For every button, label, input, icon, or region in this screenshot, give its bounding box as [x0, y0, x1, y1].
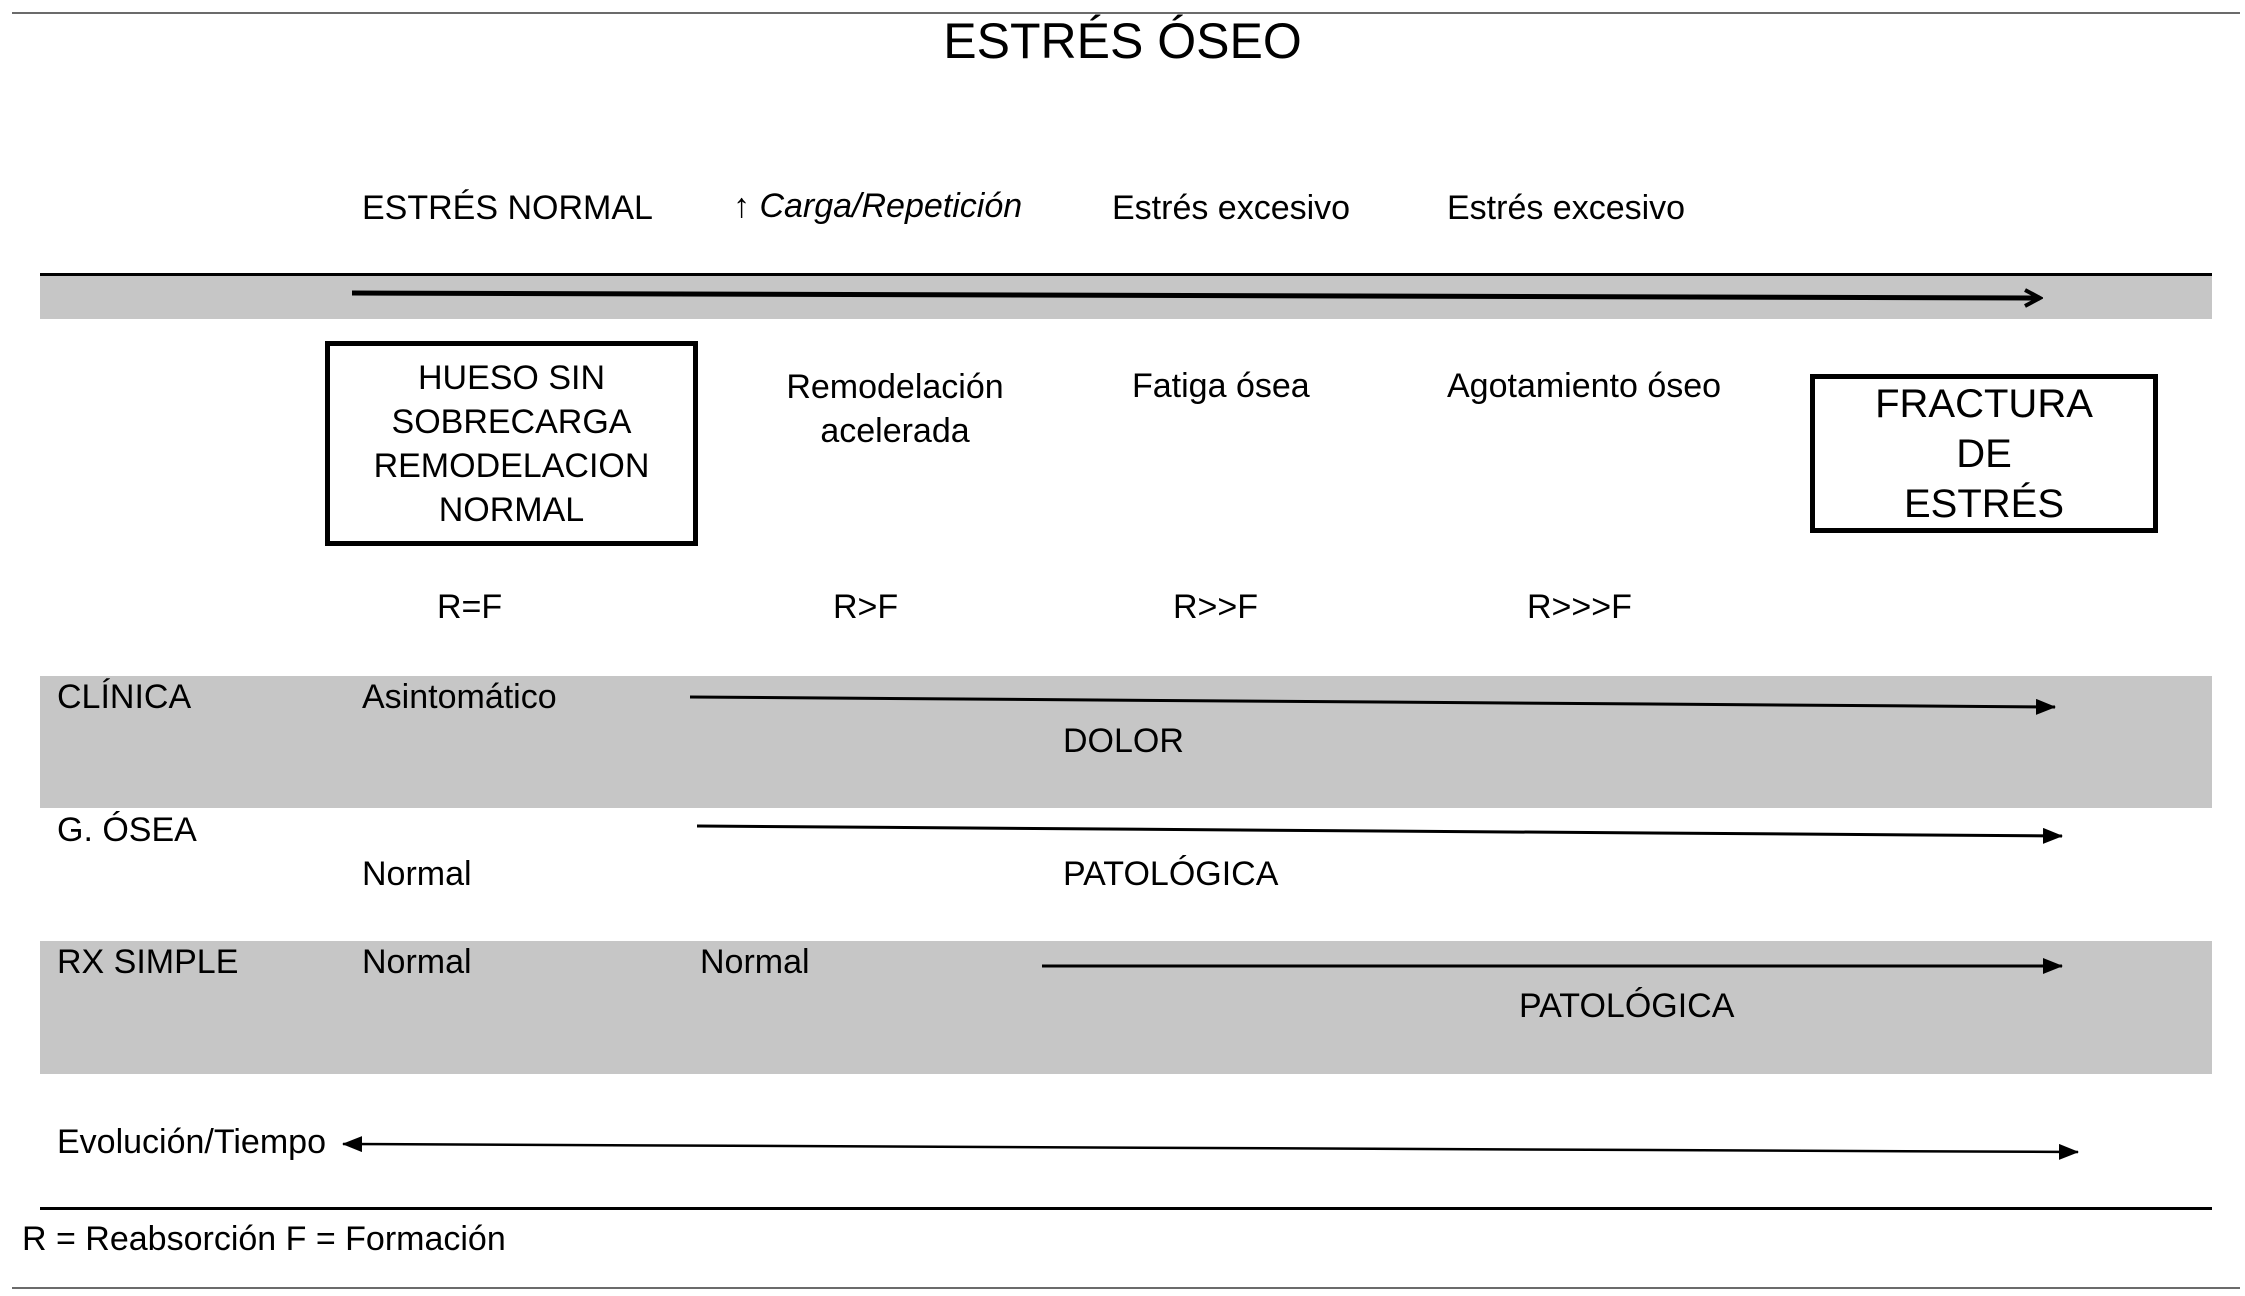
stress-fracture-line: DE [1956, 431, 2012, 476]
stage-normal-stress: ESTRÉS NORMAL [362, 189, 653, 227]
normal-bone-line: SOBRECARGA [391, 402, 632, 441]
stress-fracture-line: FRACTURA [1875, 381, 2093, 426]
rx-normal-1: Normal [362, 943, 472, 981]
normal-bone-line: HUESO SIN [417, 358, 606, 397]
clinica-arrow [690, 697, 2055, 707]
normal-bone-line: NORMAL [438, 490, 585, 529]
clinica-label: CLÍNICA [57, 678, 192, 716]
ratio-r-gt-f: R>F [833, 588, 899, 626]
gosea-label: G. ÓSEA [57, 811, 197, 849]
stress-fracture-line: ESTRÉS [1903, 481, 2065, 526]
accelerated-remodeling-line: acelerada [820, 412, 970, 450]
timeline-arrow [343, 1144, 2078, 1152]
gosea-pathological: PATOLÓGICA [1063, 855, 1279, 893]
progression-arrow [352, 293, 2040, 298]
ratio-r-equals-f: R=F [437, 588, 503, 626]
gosea-normal: Normal [362, 855, 472, 893]
stage-excessive-stress-2: Estrés excesivo [1447, 189, 1686, 227]
clinica-normal: Asintomático [362, 678, 557, 716]
rx-pathological: PATOLÓGICA [1519, 987, 1735, 1025]
stage-load-repetition: ↑ Carga/Repetición [733, 187, 1023, 225]
ratio-r-gtgt-f: R>>F [1173, 588, 1259, 626]
bone-exhaustion: Agotamiento óseo [1447, 367, 1722, 405]
legend: R = Reabsorción F = Formación [22, 1220, 506, 1258]
diagram-title: ESTRÉS ÓSEO [943, 13, 1302, 69]
normal-bone-line: REMODELACION [373, 446, 650, 485]
ratio-r-gtgtgt-f: R>>>F [1527, 588, 1632, 626]
stage-excessive-stress-1: Estrés excesivo [1112, 189, 1351, 227]
rx-normal-2: Normal [700, 943, 810, 981]
accelerated-remodeling-line: Remodelación [786, 368, 1004, 406]
timeline-label: Evolución/Tiempo [57, 1123, 326, 1161]
clinica-pathological: DOLOR [1063, 722, 1184, 760]
gosea-arrow [697, 826, 2062, 836]
rx-label: RX SIMPLE [57, 943, 239, 981]
bone-fatigue: Fatiga ósea [1132, 367, 1310, 405]
